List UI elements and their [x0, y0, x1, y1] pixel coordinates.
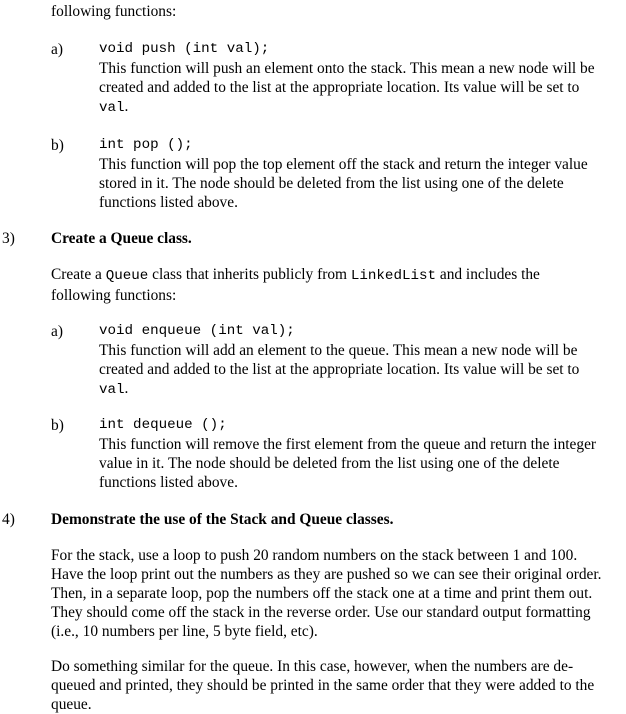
section4-para1-line: Then, in a separate loop, pop the numbers off the stack one at a time and print them out.	[51, 585, 593, 602]
section4-number: 4)	[2, 511, 15, 528]
section3-intro-line1: Create a Queue class that inherits publicly from LinkedList and includes the	[51, 266, 540, 284]
queue-item-a	[99, 322, 626, 400]
queue-code: Queue	[105, 268, 149, 284]
queue-item-b-label: b)	[51, 417, 64, 434]
stack-item-b	[99, 136, 626, 212]
stack-item-b-label: b)	[51, 137, 64, 154]
push-signature: void push (int val);	[99, 41, 270, 57]
stack-item-a-label: a)	[51, 41, 63, 58]
section4-para1-line: They should come off the stack in the reverse order. Use our standard output formatting	[51, 604, 591, 621]
enqueue-signature: void enqueue (int val);	[99, 323, 295, 339]
dequeue-desc-line1: This function will remove the first element from the queue and return the integer	[99, 436, 597, 453]
pop-signature: int pop ();	[99, 137, 193, 153]
queue-item-b	[99, 416, 626, 492]
push-val-code: val	[99, 100, 125, 116]
enqueue-desc-line1: This function will add an element to the queue. This mean a new node will be	[99, 342, 578, 359]
pop-desc-line2: stored in it. The node should be deleted from the list using one of the delete	[99, 175, 564, 192]
push-desc-line1: This function will push an element onto the stack. This mean a new node will be	[99, 60, 595, 77]
pop-desc-line1: This function will pop the top element off the stack and return the integer value	[99, 156, 588, 173]
dequeue-signature: int dequeue ();	[99, 417, 227, 433]
section4-para2-line: queue.	[51, 696, 92, 713]
section4-title: Demonstrate the use of the Stack and Queue classes.	[51, 511, 394, 528]
pop-desc-line3: functions listed above.	[99, 194, 238, 211]
section4-para2-line: Do something similar for the queue. In this case, however, when the numbers are de-	[51, 658, 574, 675]
section4-para2	[51, 657, 626, 714]
dequeue-desc-line3: functions listed above.	[99, 474, 238, 491]
enqueue-val-code: val	[99, 382, 125, 398]
enqueue-desc-line2: created and added to the list at the appropriate location. Its value will be set to	[99, 361, 580, 378]
section4-para1	[51, 546, 626, 641]
queue-item-a-label: a)	[51, 323, 63, 340]
section4-para2-line: queued and printed, they should be printed in the same order that they were added to the	[51, 677, 595, 694]
dequeue-desc-line2: value in it. The node should be deleted from the list using one of the delete	[99, 455, 560, 472]
intro-continuation: following functions:	[51, 3, 177, 20]
section3-intro-line2: following functions:	[51, 287, 177, 304]
section3-number: 3)	[2, 230, 15, 247]
push-val-end: .	[124, 98, 129, 115]
section4-para1-line: Have the loop print out the numbers as they are pushed so we can see their original order.	[51, 566, 602, 583]
push-desc-line2: created and added to the list at the appropriate location. Its value will be set to	[99, 79, 580, 96]
enqueue-desc-line3: val.	[99, 380, 129, 398]
section3-title: Create a Queue class.	[51, 230, 192, 247]
stack-item-a	[99, 40, 626, 118]
section4-para1-line: For the stack, use a loop to push 20 random numbers on the stack between 1 and 100.	[51, 547, 578, 564]
push-desc-line3	[99, 97, 626, 118]
section4-para1-line: (i.e., 10 numbers per line, 5 byte field, etc).	[51, 623, 318, 640]
section3-intro	[51, 265, 626, 305]
linkedlist-code: LinkedList	[350, 268, 437, 284]
